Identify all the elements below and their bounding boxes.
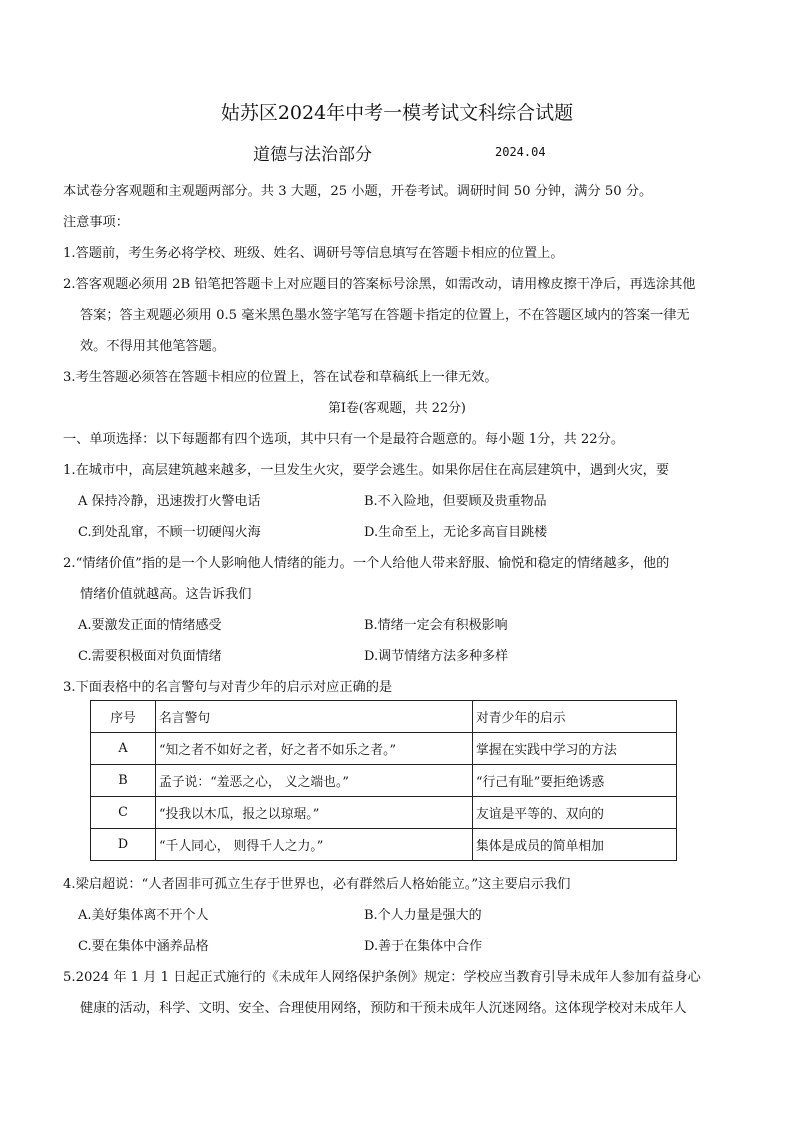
table-cell: 集体是成员的简单相加 bbox=[473, 829, 677, 861]
question-1-option-d[interactable]: D.生命至上，无论多高盲目跳楼 bbox=[364, 525, 548, 540]
table-cell: A bbox=[91, 733, 156, 765]
question-4-option-a[interactable]: A.美好集体离不开个人 bbox=[78, 908, 209, 923]
table-cell: “知之者不如好之者，好之者不如乐之者。” bbox=[156, 733, 473, 765]
question-2-stem-line-2: 情绪价值就越高。这告诉我们 bbox=[80, 587, 252, 602]
table-header-cell: 序号 bbox=[91, 701, 156, 733]
question-2-option-b[interactable]: B.情绪一定会有积极影响 bbox=[364, 618, 508, 633]
table-cell: “行己有耻”要拒绝诱惑 bbox=[473, 765, 677, 797]
question-5-stem-line-1: 5.2024 年 1 月 1 日起正式施行的《未成年人网络保护条例》规定：学校应当教育引导未成年人参加有益身心 bbox=[63, 970, 701, 985]
table-cell: B bbox=[91, 765, 156, 797]
question-1-option-b[interactable]: B.不入险地，但要顾及贵重物品 bbox=[364, 494, 547, 509]
question-2-option-d[interactable]: D.调节情绪方法多种多样 bbox=[364, 649, 509, 664]
part1-instruction: 一、单项选择：以下每题都有四个选项，其中只有一个是最符合题意的。每小题 1分，共 22分。 bbox=[63, 432, 625, 447]
table-cell: D bbox=[91, 829, 156, 861]
table-cell: 孟子说：“羞恶之心， 义之端也。” bbox=[156, 765, 473, 797]
table-row bbox=[91, 829, 677, 861]
table-header-cell: 名言警句 bbox=[156, 701, 473, 733]
question-4-option-d[interactable]: D.善于在集体中合作 bbox=[364, 939, 483, 954]
notes-heading: 注意事项： bbox=[63, 215, 129, 230]
table-cell: 掌握在实践中学习的方法 bbox=[473, 733, 677, 765]
question-4-stem: 4.梁启超说：“人者固非可孤立生存于世界也，必有群然后人格始能立。”这主要启示我们 bbox=[63, 877, 571, 892]
note-3: 3.考生答题必须答在答题卡相应的位置上，答在试卷和草稿纸上一律无效。 bbox=[63, 370, 498, 385]
question-3-stem: 3.下面表格中的名言警句与对青少年的启示对应正确的是 bbox=[63, 680, 393, 695]
table-row bbox=[91, 797, 677, 829]
note-2-line-2: 答案；答主观题必须用 0.5 毫米黑色墨水签字笔写在答题卡指定的位置上，不在答题区域内的答案一律无 bbox=[80, 308, 690, 323]
part1-heading: 第Ⅰ卷(客观题，共 22分) bbox=[328, 401, 466, 416]
section-subtitle: 道德与法治部分 bbox=[253, 145, 372, 165]
table-header-row bbox=[91, 701, 677, 733]
quote-table bbox=[90, 700, 677, 861]
table-row bbox=[91, 733, 677, 765]
question-1-stem: 1.在城市中，高层建筑越来越多，一旦发生火灾，要学会逃生。如果你居住在高层建筑中，遇到火灾，要 bbox=[63, 463, 670, 478]
table-row bbox=[91, 765, 677, 797]
question-2-option-a[interactable]: A.要激发正面的情绪感受 bbox=[78, 618, 222, 633]
question-1-option-a[interactable]: A 保持冷静，迅速拨打火警电话 bbox=[78, 494, 261, 509]
exam-title: 姑苏区2024年中考一模考试文科综合试题 bbox=[220, 102, 574, 124]
note-2-line-3: 效。不得用其他笔答题。 bbox=[80, 339, 226, 354]
table-cell: “投我以木瓜，报之以琼琚。” bbox=[156, 797, 473, 829]
table-cell: 友谊是平等的、双向的 bbox=[473, 797, 677, 829]
question-4-option-b[interactable]: B.个人力量是强大的 bbox=[364, 908, 482, 923]
question-2-option-c[interactable]: C.需要积极面对负面情绪 bbox=[78, 649, 222, 664]
question-4-option-c[interactable]: C.要在集体中涵养品格 bbox=[78, 939, 209, 954]
note-2-line-1: 2.答客观题必须用 2B 铅笔把答题卡上对应题目的答案标号涂黑，如需改动，请用橡皮擦干净后，再选涂其他 bbox=[63, 277, 696, 292]
question-1-option-c[interactable]: C.到处乱窜，不顾一切硬闯火海 bbox=[78, 525, 261, 540]
exam-date: 2024.04 bbox=[495, 145, 546, 159]
table-header-cell: 对青少年的启示 bbox=[473, 701, 677, 733]
table-cell: C bbox=[91, 797, 156, 829]
intro-text: 本试卷分客观题和主观题两部分。共 3 大题，25 小题，开卷考试。调研时间 50 分钟，满分 50 分。 bbox=[63, 184, 653, 199]
question-5-stem-line-2: 健康的活动，科学、文明、安全、合理使用网络，预防和干预未成年人沉迷网络。这体现学校对未成年人 bbox=[80, 1001, 687, 1016]
note-1: 1.答题前，考生务必将学校、班级、姓名、调研号等信息填写在答题卡相应的位置上。 bbox=[63, 246, 564, 261]
question-2-stem-line-1: 2.“情绪价值”指的是一个人影响他人情绪的能力。一个人给他人带来舒服、愉悦和稳定的情绪越多，他的 bbox=[63, 556, 670, 571]
table-cell: “千人同心， 则得千人之力。” bbox=[156, 829, 473, 861]
